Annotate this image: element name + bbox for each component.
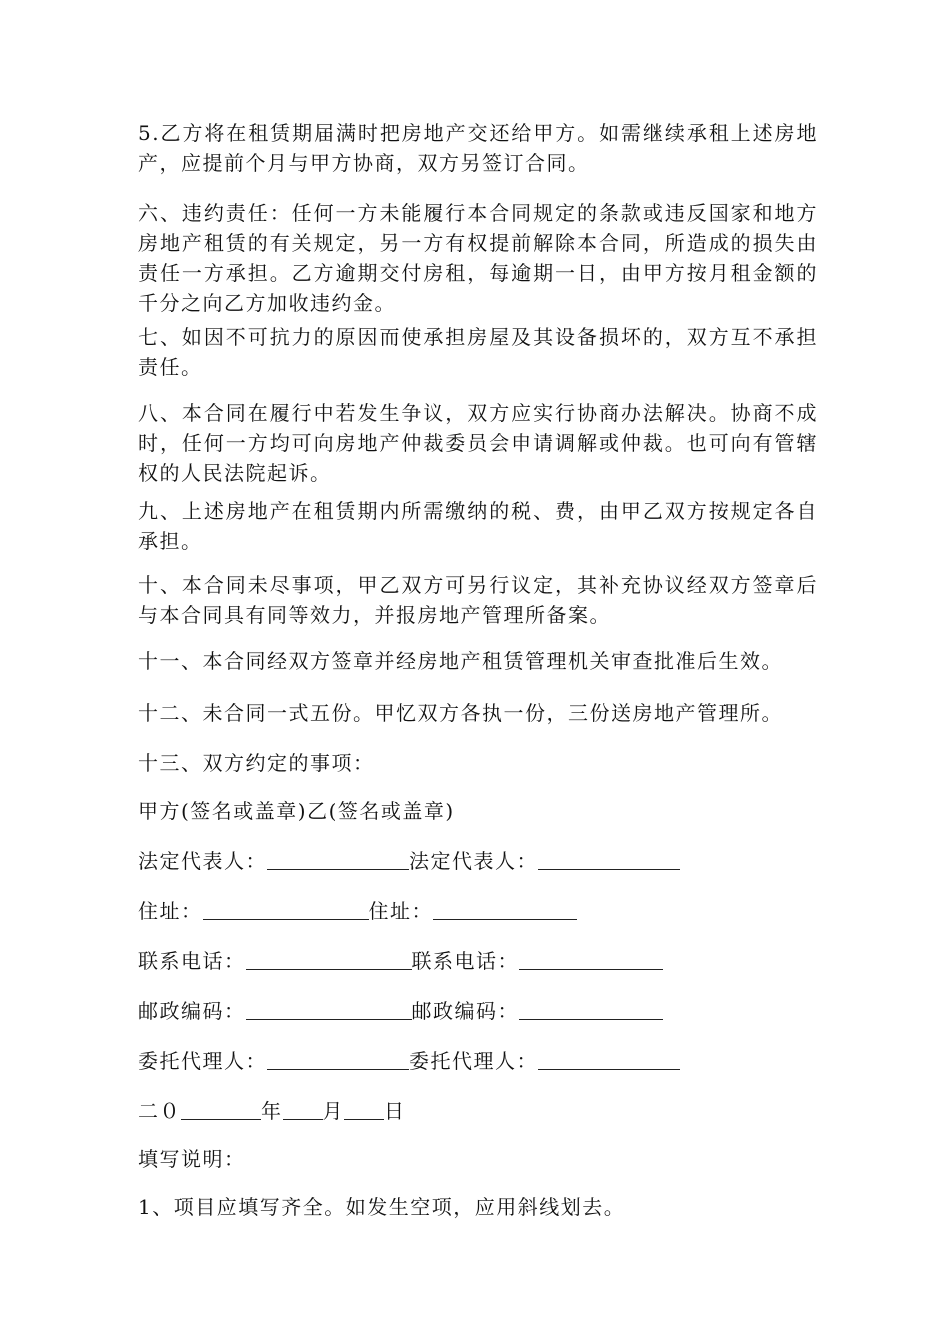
month-label: 月	[322, 1099, 344, 1123]
party-b-field[interactable]	[433, 897, 577, 920]
date-prefix: 二０	[138, 1099, 181, 1123]
signature-row-agent	[138, 1046, 680, 1076]
party-a-label: 住址：	[138, 899, 203, 923]
party-a-label: 委托代理人：	[138, 1049, 267, 1073]
clause-5: 5.乙方将在租赁期届满时把房地产交还给甲方。如需继续承租上述房地产，应提前个月与甲方协商，双方另签订合同。	[138, 121, 818, 175]
party-b-label: 邮政编码：	[411, 999, 519, 1023]
signature-row-postcode	[138, 996, 663, 1026]
party-b-field[interactable]	[519, 997, 663, 1020]
party-a-label: 联系电话：	[138, 949, 246, 973]
year-label: 年	[261, 1099, 283, 1123]
month-field[interactable]	[283, 1097, 323, 1120]
party-a-label: 法定代表人：	[138, 849, 267, 873]
notes-item-1: 1、项目应填写齐全。如发生空项，应用斜线划去。	[138, 1195, 626, 1219]
party-b-field[interactable]	[538, 847, 680, 870]
party-a-field[interactable]	[246, 947, 412, 970]
year-field[interactable]	[181, 1097, 261, 1120]
clause-11-effect: 十一、本合同经双方签章并经房地产租赁管理机关审查批准后生效。	[138, 649, 783, 673]
party-a-field[interactable]	[203, 897, 369, 920]
clause-10-supplement: 十、本合同未尽事项，甲乙双方可另行议定，其补充协议经双方签章后与本合同具有同等效力，并报房地产管理所备案。	[138, 573, 818, 627]
party-a-field[interactable]	[267, 847, 409, 870]
clause-7-force-majeure: 七、如因不可抗力的原因而使承担房屋及其设备损坏的，双方互不承担责任。	[138, 325, 818, 379]
clause-9-taxes: 九、上述房地产在租赁期内所需缴纳的税、费，由甲乙双方按规定各自承担。	[138, 499, 818, 553]
party-a-field[interactable]	[267, 1047, 409, 1070]
party-b-field[interactable]	[538, 1047, 680, 1070]
party-b-field[interactable]	[519, 947, 663, 970]
clause-8-disputes: 八、本合同在履行中若发生争议，双方应实行协商办法解决。协商不成时，任何一方均可向房地产仲裁委员会申请调解或仲裁。也可向有管辖权的人民法院起诉。	[138, 401, 818, 485]
date-line	[138, 1096, 406, 1126]
signature-row-legal-rep	[138, 846, 680, 876]
day-field[interactable]	[344, 1097, 384, 1120]
signature-row-address	[138, 896, 577, 926]
clause-13-agreed-items: 十三、双方约定的事项：	[138, 751, 375, 775]
signature-header: 甲方(签名或盖章)乙(签名或盖章)	[138, 799, 455, 823]
day-label: 日	[384, 1099, 406, 1123]
clause-6-breach: 六、违约责任：任何一方未能履行本合同规定的条款或违反国家和地方房地产租赁的有关规定，另一方有权提前解除本合同，所造成的损失由责任一方承担。乙方逾期交付房租，每逾期一日，由甲方按月租金额的千分之向乙方加收违约金。	[138, 201, 818, 315]
party-a-label: 邮政编码：	[138, 999, 246, 1023]
clause-12-copies: 十二、未合同一式五份。甲忆双方各执一份，三份送房地产管理所。	[138, 701, 783, 725]
party-b-label: 住址：	[368, 899, 433, 923]
party-b-label: 委托代理人：	[409, 1049, 538, 1073]
party-b-label: 联系电话：	[411, 949, 519, 973]
party-b-label: 法定代表人：	[409, 849, 538, 873]
signature-row-phone	[138, 946, 663, 976]
party-a-field[interactable]	[246, 997, 412, 1020]
notes-title: 填写说明：	[138, 1147, 246, 1171]
